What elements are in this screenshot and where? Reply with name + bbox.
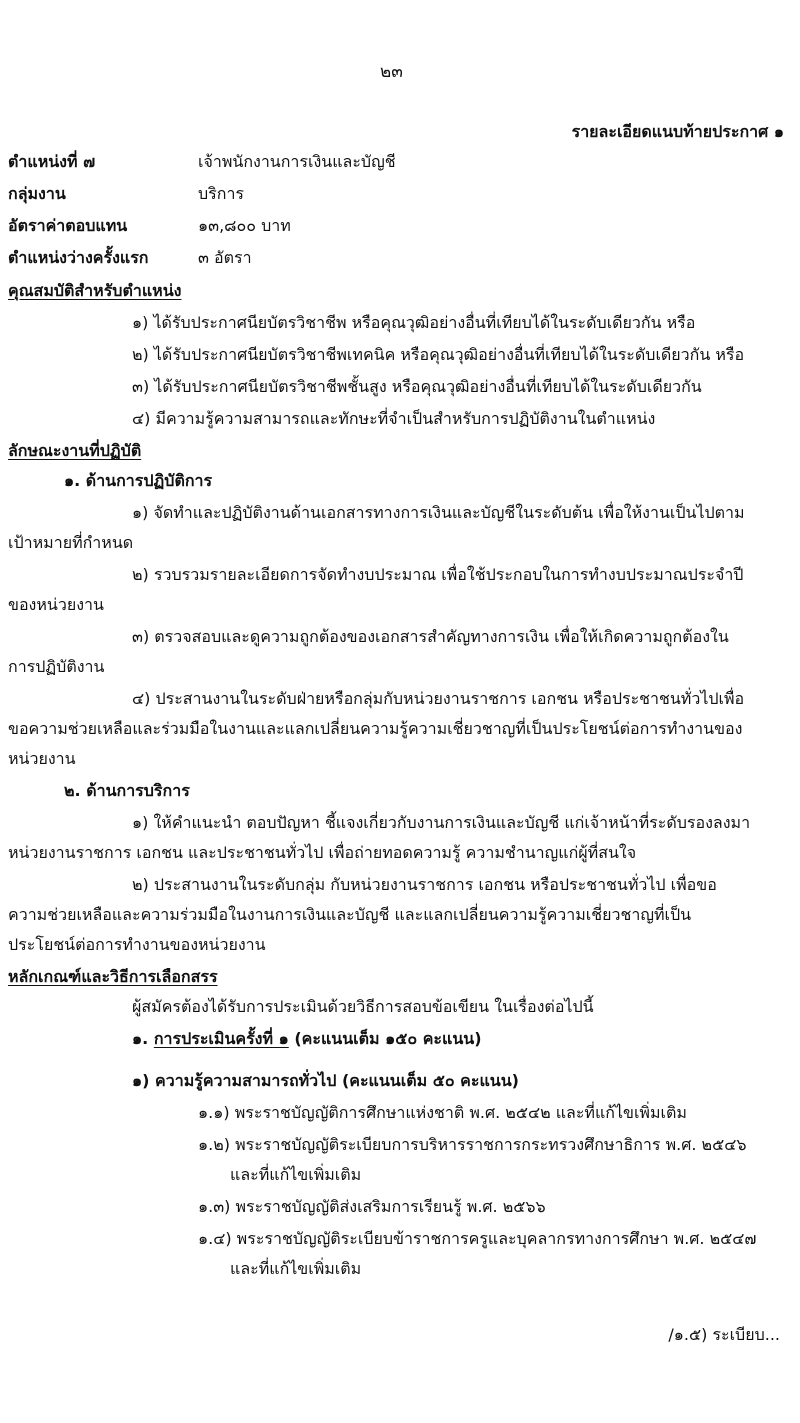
knowledge-title: ๑) ความรู้ความสามารถทั่วไป (คะแนนเต็ม ๕๐ คะแนน) bbox=[132, 1071, 519, 1090]
duties-title: ลักษณะงานที่ปฏิบัติ bbox=[8, 441, 142, 460]
law-item: ๑.๒) พระราชบัญญัติระเบียบการบริหารราชการกระทรวงศึกษาธิการ พ.ศ. ๒๕๔๖ bbox=[198, 1135, 747, 1154]
duty-1-2-cont: ของหน่วยงาน bbox=[8, 595, 104, 614]
round-1-prefix: ๑. bbox=[132, 1029, 149, 1048]
duty-1-3: ๓) ตรวจสอบและดูความถูกต้องของเอกสารสำคัญทางการเงิน เพื่อให้เกิดความถูกต้องใน bbox=[132, 627, 729, 646]
salary-label: อัตราค่าตอบแทน bbox=[8, 216, 128, 235]
law-item: ๑.๑) พระราชบัญญัติการศึกษาแห่งชาติ พ.ศ. ๒๕๔๒ และที่แก้ไขเพิ่มเติม bbox=[198, 1103, 687, 1122]
law-item: ๑.๓) พระราชบัญญัติส่งเสริมการเรียนรู้ พ.ศ. ๒๕๖๖ bbox=[198, 1197, 546, 1216]
position-value: เจ้าพนักงานการเงินและบัญชี bbox=[198, 152, 396, 171]
duty-1-1: ๑) จัดทำและปฏิบัติงานด้านเอกสารทางการเงินและบัญชีในระดับต้น เพื่อให้งานเป็นไปตาม bbox=[132, 503, 745, 522]
duty-1-4-cont: หน่วยงาน bbox=[8, 749, 76, 768]
round-1-title: การประเมินครั้งที่ ๑ bbox=[153, 1029, 289, 1048]
group-value: บริการ bbox=[198, 184, 245, 203]
qualification-item: ๔) มีความรู้ความสามารถและทักษะที่จำเป็นสำหรับการปฏิบัติงานในตำแหน่ง bbox=[132, 409, 656, 428]
duty-2-1-cont: หน่วยงานราชการ เอกชน และประชาชนทั่วไป เพื่อถ่ายทอดความรู้ ความชำนาญแก่ผู้ที่สนใจ bbox=[8, 843, 637, 862]
qualifications-title: คุณสมบัติสำหรับตำแหน่ง bbox=[8, 281, 182, 300]
salary-value: ๑๓,๘๐๐ บาท bbox=[198, 216, 291, 235]
duty-2-2-cont: ความช่วยเหลือและความร่วมมือในงานการเงินและบัญชี และแลกเปลี่ยนความรู้ความเชี่ยวชาญที่เป็น bbox=[8, 905, 692, 924]
duties-section-1-title: ๑. ด้านการปฏิบัติการ bbox=[64, 471, 213, 490]
group-label: กลุ่มงาน bbox=[8, 184, 66, 203]
qualification-item: ๑) ได้รับประกาศนียบัตรวิชาชีพ หรือคุณวุฒิอย่างอื่นที่เทียบได้ในระดับเดียวกัน หรือ bbox=[132, 313, 696, 332]
selection-intro: ผู้สมัครต้องได้รับการประเมินด้วยวิธีการสอบข้อเขียน ในเรื่องต่อไปนี้ bbox=[132, 997, 594, 1016]
duties-section-2-title: ๒. ด้านการบริการ bbox=[64, 781, 190, 800]
announcement-header: รายละเอียดแนบท้ายประกาศ ๑ bbox=[571, 122, 784, 141]
duty-1-4: ๔) ประสานงานในระดับฝ่ายหรือกลุ่มกับหน่วยงานราชการ เอกชน หรือประชาชนทั่วไปเพื่อ bbox=[132, 689, 745, 708]
round-1-heading bbox=[132, 1028, 482, 1050]
duty-2-1: ๑) ให้คำแนะนำ ตอบปัญหา ชี้แจงเกี่ยวกับงานการเงินและบัญชี แก่เจ้าหน้าที่ระดับรองลงมา bbox=[132, 813, 751, 832]
law-item-cont: และที่แก้ไขเพิ่มเติม bbox=[230, 1165, 362, 1184]
law-item: ๑.๔) พระราชบัญญัติระเบียบข้าราชการครูและบุคลากรทางการศึกษา พ.ศ. ๒๕๔๗ bbox=[198, 1229, 757, 1248]
duty-2-2-cont: ประโยชน์ต่อการทำงานของหน่วยงาน bbox=[8, 935, 266, 954]
qualification-item: ๓) ได้รับประกาศนียบัตรวิชาชีพชั้นสูง หรือคุณวุฒิอย่างอื่นที่เทียบได้ในระดับเดียวกัน bbox=[132, 377, 702, 396]
duty-1-1-cont: เป้าหมายที่กำหนด bbox=[8, 533, 134, 552]
law-item-cont: และที่แก้ไขเพิ่มเติม bbox=[230, 1259, 362, 1278]
duty-1-2: ๒) รวบรวมรายละเอียดการจัดทำงบประมาณ เพื่อใช้ประกอบในการทำงบประมาณประจำปี bbox=[132, 565, 744, 584]
duty-2-2: ๒) ประสานงานในระดับกลุ่ม กับหน่วยงานราชการ เอกชน หรือประชาชนทั่วไป เพื่อขอ bbox=[132, 875, 717, 894]
vacancy-value: ๓ อัตรา bbox=[198, 248, 252, 267]
position-label: ตำแหน่งที่ ๗ bbox=[8, 152, 96, 171]
duty-1-4-cont: ขอความช่วยเหลือและร่วมมือในงานและแลกเปลี่ยนความรู้ความเชี่ยวชาญที่เป็นประโยชน์ต่อการทำงานของ bbox=[8, 719, 743, 738]
duty-1-3-cont: การปฏิบัติงาน bbox=[8, 657, 105, 676]
round-1-score: (คะแนนเต็ม ๑๕๐ คะแนน) bbox=[294, 1029, 482, 1048]
qualification-item: ๒) ได้รับประกาศนียบัตรวิชาชีพเทคนิค หรือคุณวุฒิอย่างอื่นที่เทียบได้ในระดับเดียวกัน หรือ bbox=[132, 345, 745, 364]
page-number: ๒๓ bbox=[380, 62, 403, 82]
continuation-note: /๑.๕) ระเบียบ... bbox=[668, 1325, 780, 1344]
vacancy-label: ตำแหน่งว่างครั้งแรก bbox=[8, 248, 149, 267]
selection-title: หลักเกณฑ์และวิธีการเลือกสรร bbox=[8, 967, 218, 986]
